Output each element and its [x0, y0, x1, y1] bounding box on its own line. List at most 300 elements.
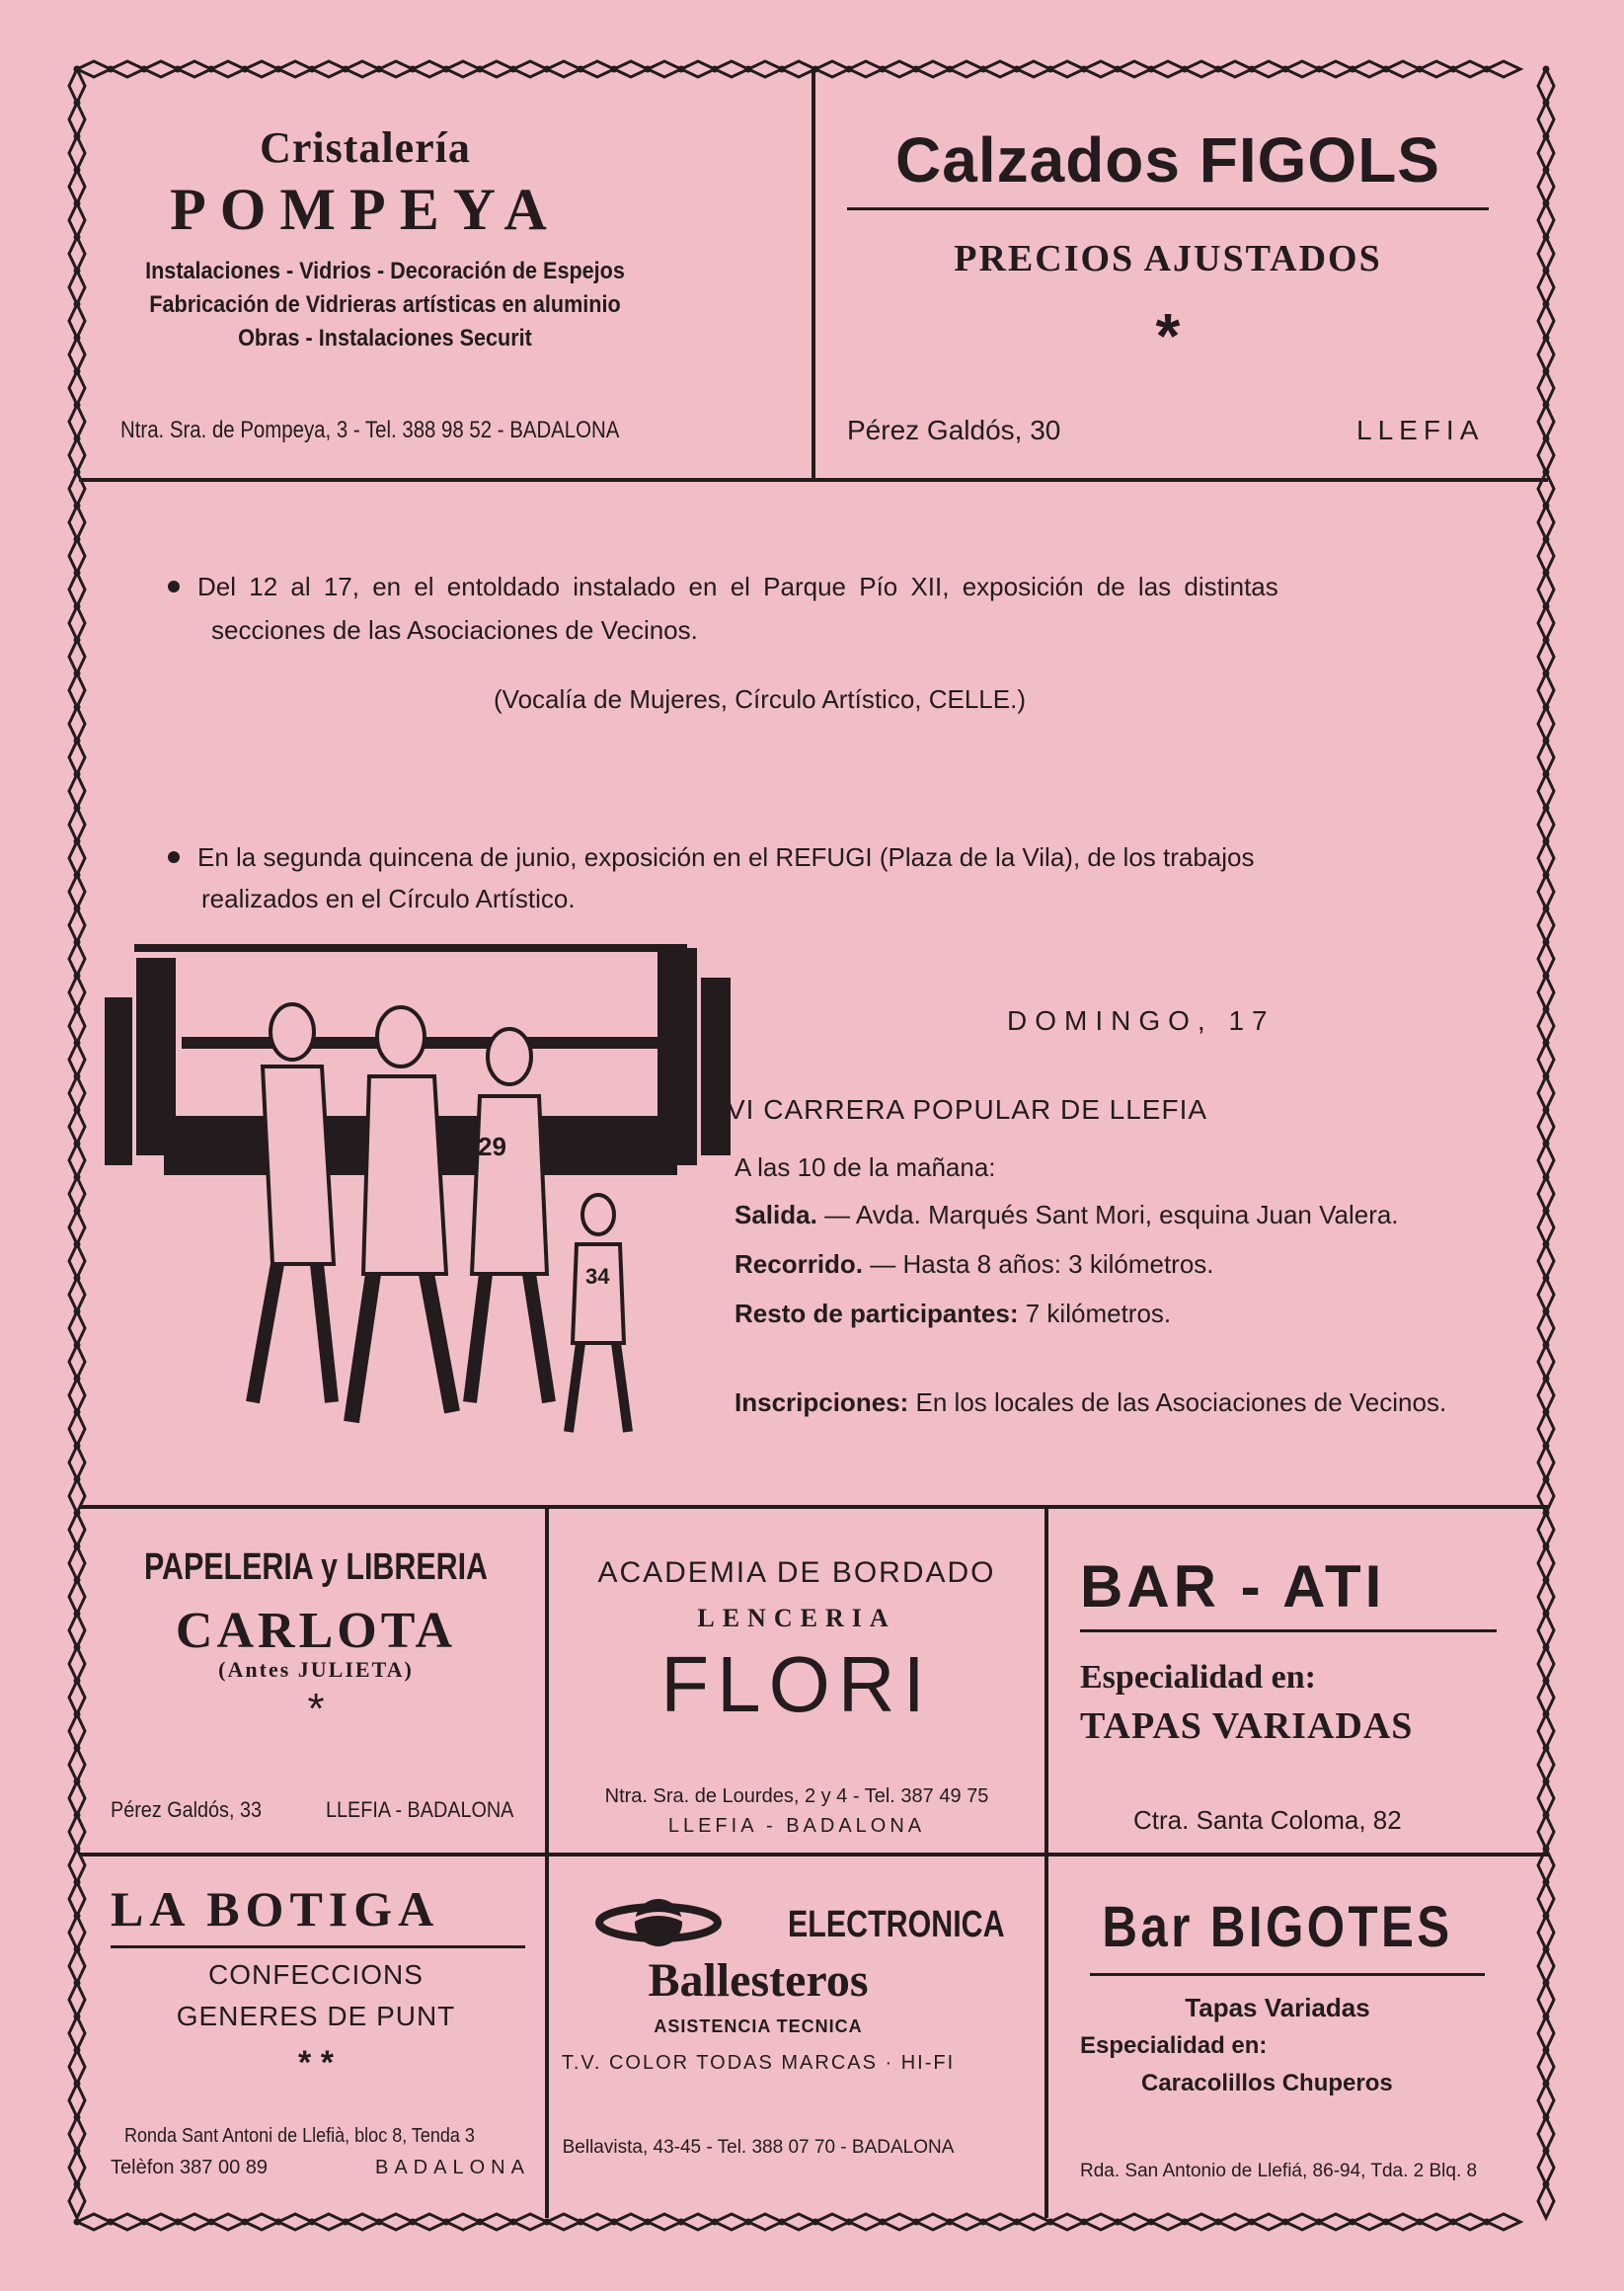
- border-diamond: [69, 1144, 85, 1177]
- cristaleria-title: Cristalería: [260, 123, 471, 172]
- border-diamond: [77, 2214, 111, 2230]
- border-dot: [74, 1543, 81, 1550]
- border-diamond: [1453, 2214, 1487, 2230]
- border-diamond: [69, 1211, 85, 1244]
- border-dot: [309, 2219, 316, 2226]
- border-dot: [510, 2219, 517, 2226]
- border-dot: [74, 1376, 81, 1382]
- ballesteros-address: Bellavista, 43-45 - Tel. 388 07 70 - BADALONA: [562, 2137, 955, 2158]
- asterisk-icon: *: [307, 1685, 325, 1733]
- border-dot: [74, 1308, 81, 1315]
- race-start: [735, 1191, 1399, 1238]
- border-diamond: [950, 61, 983, 77]
- border-dot: [74, 704, 81, 711]
- border-diamond: [782, 2214, 815, 2230]
- border-dot: [74, 1208, 81, 1215]
- border-diamond: [69, 707, 85, 741]
- border-dot: [611, 2219, 618, 2226]
- divider-middle: [79, 1505, 1548, 1509]
- border-diamond: [69, 304, 85, 338]
- border-dot: [410, 66, 417, 73]
- border-dot: [1148, 66, 1155, 73]
- border-diamond: [1084, 2214, 1118, 2230]
- race-rest: [735, 1290, 1171, 1337]
- carlota-previous-name: (Antes JULIETA): [218, 1657, 414, 1682]
- border-diamond: [379, 2214, 413, 2230]
- border-diamond: [69, 1345, 85, 1379]
- border-dot: [74, 100, 81, 107]
- border-diamond: [69, 976, 85, 1009]
- border-dot: [1316, 66, 1323, 73]
- border-dot: [712, 2219, 719, 2226]
- border-dot: [175, 2219, 182, 2226]
- border-diamond: [513, 61, 547, 77]
- border-diamond: [69, 2184, 85, 2218]
- border-diamond: [1151, 2214, 1185, 2230]
- ballesteros-tv: T.V. COLOR TODAS MARCAS · HI-FI: [561, 2052, 956, 2074]
- border-dot: [74, 1275, 81, 1282]
- border-diamond: [69, 271, 85, 304]
- border-dot: [74, 1644, 81, 1651]
- border-dot: [74, 2081, 81, 2088]
- race-registration: [735, 1379, 1446, 1426]
- border-dot: [74, 1946, 81, 1953]
- border-diamond: [1185, 2214, 1218, 2230]
- border-diamond: [69, 741, 85, 774]
- border-diamond: [1420, 2214, 1453, 2230]
- border-dot: [1450, 2219, 1457, 2226]
- botiga-ad: [89, 1858, 543, 2214]
- border-dot: [1316, 2219, 1323, 2226]
- runner-number: 34: [585, 1264, 610, 1289]
- border-diamond: [69, 673, 85, 707]
- border-diamond: [178, 2214, 211, 2230]
- runners-illustration: [105, 938, 736, 1462]
- border-diamond: [1050, 61, 1084, 77]
- border-diamond: [69, 1244, 85, 1278]
- cristaleria-address: Ntra. Sra. de Pompeya, 3 - Tel. 388 98 52 - BADALONA: [120, 417, 620, 443]
- border-diamond: [69, 1916, 85, 1949]
- border-dot: [74, 1409, 81, 1416]
- asterisk-icon: *: [1155, 300, 1181, 371]
- border-dot: [1182, 2219, 1189, 2226]
- border-diamond: [69, 1009, 85, 1043]
- border-dot: [74, 1678, 81, 1685]
- event-1-credits: (Vocalía de Mujeres, Círculo Artístico, CELLE.): [494, 684, 1026, 714]
- flori-address: Ntra. Sra. de Lourdes, 2 y 4 - Tel. 387 49 75: [604, 1785, 989, 1807]
- border-dot: [74, 671, 81, 677]
- border-diamond: [312, 2214, 346, 2230]
- border-diamond: [69, 2016, 85, 2050]
- figols-city: LLEFIA: [1356, 415, 1485, 445]
- border-dot: [1450, 66, 1457, 73]
- border-dot: [947, 66, 954, 73]
- border-dot: [74, 771, 81, 778]
- border-dot: [74, 1711, 81, 1718]
- border-diamond: [312, 61, 346, 77]
- bigotes-tapas: Tapas Variadas: [1185, 1993, 1370, 2022]
- border-dot: [74, 335, 81, 342]
- flori-name: FLORI: [660, 1640, 933, 1728]
- race-start-text: — Avda. Marqués Sant Mori, esquina Juan Valera.: [824, 1200, 1399, 1229]
- botiga-line-1: CONFECCIONS: [208, 1959, 424, 1990]
- border-dot: [74, 66, 81, 73]
- border-dot: [1215, 66, 1222, 73]
- border-dot: [74, 1879, 81, 1886]
- ballesteros-asistencia: ASISTENCIA TECNICA: [654, 2016, 863, 2036]
- border-dot: [578, 66, 584, 73]
- border-dot: [74, 1510, 81, 1517]
- figols-ad: [817, 79, 1546, 474]
- barati-address: Ctra. Santa Coloma, 82: [1133, 1805, 1402, 1835]
- border-diamond: [69, 371, 85, 405]
- bigotes-caracolillos: Caracolillos Chuperos: [1141, 2070, 1393, 2096]
- figols-title: Calzados FIGOLS: [895, 124, 1440, 196]
- border-dot: [1249, 2219, 1256, 2226]
- race-registration-label: Inscripciones:: [735, 1387, 909, 1417]
- border-dot: [74, 1476, 81, 1483]
- border-dot: [74, 368, 81, 375]
- border-dot: [1282, 66, 1289, 73]
- border-dot: [74, 234, 81, 241]
- border-diamond: [69, 2117, 85, 2151]
- border-diamond: [278, 2214, 312, 2230]
- border-dot: [678, 66, 685, 73]
- ballesteros-ad: [551, 1858, 1043, 2214]
- border-dot: [880, 2219, 887, 2226]
- bigotes-ad: [1050, 1858, 1546, 2214]
- border-dot: [74, 536, 81, 543]
- race-time: A las 10 de la mañana:: [735, 1152, 996, 1182]
- race-route-label: Recorrido.: [735, 1249, 864, 1279]
- border-diamond: [69, 136, 85, 170]
- event-1-line-1: Del 12 al 17, en el entoldado instalado en el Parque Pío XII, exposición de las distintas: [197, 572, 1278, 601]
- border-diamond: [69, 1714, 85, 1748]
- border-diamond: [1353, 61, 1386, 77]
- border-diamond: [950, 2214, 983, 2230]
- border-dot: [74, 402, 81, 409]
- border-dot: [477, 2219, 484, 2226]
- events-section: [89, 484, 1546, 1501]
- border-dot: [275, 2219, 282, 2226]
- border-dot: [74, 1846, 81, 1853]
- border-dot: [1115, 2219, 1121, 2226]
- border-dot: [712, 66, 719, 73]
- border-diamond: [69, 539, 85, 573]
- border-diamond: [69, 841, 85, 875]
- border-diamond: [916, 2214, 950, 2230]
- border-dot: [74, 738, 81, 745]
- border-diamond: [245, 61, 278, 77]
- border-diamond: [69, 1647, 85, 1681]
- carlota-ad: [89, 1511, 543, 1851]
- border-diamond: [580, 61, 614, 77]
- border-diamond: [1285, 61, 1319, 77]
- border-dot: [74, 1980, 81, 1987]
- border-dot: [74, 1174, 81, 1181]
- border-diamond: [69, 1043, 85, 1076]
- border-dot: [74, 200, 81, 207]
- border-diamond: [69, 237, 85, 271]
- border-diamond: [69, 1815, 85, 1849]
- border-diamond: [580, 2214, 614, 2230]
- border-diamond: [748, 2214, 782, 2230]
- carlota-name: CARLOTA: [175, 1603, 457, 1659]
- border-diamond: [69, 203, 85, 237]
- border-diamond: [69, 438, 85, 472]
- barati-rule: [1080, 1629, 1497, 1632]
- border-dot: [913, 66, 920, 73]
- border-dot: [544, 2219, 551, 2226]
- border-dot: [275, 66, 282, 73]
- border-diamond: [1218, 61, 1252, 77]
- runner-number: 29: [478, 1132, 506, 1161]
- bullet-icon: [168, 581, 180, 592]
- border-dot: [74, 1611, 81, 1618]
- border-diamond: [916, 61, 950, 77]
- barati-especialidad: Especialidad en:: [1080, 1659, 1316, 1696]
- border-dot: [74, 133, 81, 140]
- border-diamond: [69, 942, 85, 976]
- border-dot: [1115, 66, 1121, 73]
- border-diamond: [69, 2151, 85, 2184]
- border-dot: [812, 2219, 819, 2226]
- border-dot: [74, 603, 81, 610]
- border-diamond: [681, 2214, 715, 2230]
- border-dot: [745, 2219, 752, 2226]
- border-diamond: [849, 61, 883, 77]
- border-dot: [74, 503, 81, 510]
- border-diamond: [1118, 2214, 1151, 2230]
- border-dot: [74, 1745, 81, 1752]
- saturn-logo-icon: [594, 1888, 723, 1957]
- border-dot: [913, 2219, 920, 2226]
- border-dot: [74, 1006, 81, 1013]
- race-start-label: Salida.: [735, 1200, 817, 1229]
- border-diamond: [69, 69, 85, 103]
- border-dot: [1182, 66, 1189, 73]
- border-diamond: [69, 1949, 85, 1983]
- race-rest-text: 7 kilómetros.: [1025, 1299, 1172, 1328]
- border-diamond: [1453, 61, 1487, 77]
- border-dot: [544, 66, 551, 73]
- border-diamond: [144, 2214, 178, 2230]
- border-diamond: [111, 61, 144, 77]
- carlota-city: LLEFIA - BADALONA: [326, 1797, 514, 1822]
- border-diamond: [446, 61, 480, 77]
- border-diamond: [69, 2050, 85, 2084]
- border-diamond: [69, 1748, 85, 1781]
- border-diamond: [211, 2214, 245, 2230]
- border-dot: [74, 1241, 81, 1248]
- border-dot: [510, 66, 517, 73]
- border-dot: [74, 1107, 81, 1114]
- border-dot: [74, 1577, 81, 1584]
- border-diamond: [1386, 61, 1420, 77]
- border-dot: [74, 469, 81, 476]
- border-diamond: [883, 61, 916, 77]
- border-dot: [1383, 2219, 1390, 2226]
- border-diamond: [69, 103, 85, 136]
- border-diamond: [648, 2214, 681, 2230]
- border-diamond: [69, 1311, 85, 1345]
- border-dot: [1148, 2219, 1155, 2226]
- border-diamond: [77, 61, 111, 77]
- border-diamond: [1218, 2214, 1252, 2230]
- border-diamond: [715, 2214, 748, 2230]
- border-dot: [645, 2219, 652, 2226]
- border-dot: [410, 2219, 417, 2226]
- border-diamond: [715, 61, 748, 77]
- border-diamond: [1319, 61, 1353, 77]
- border-dot: [208, 2219, 215, 2226]
- border-diamond: [69, 170, 85, 203]
- border-dot: [309, 66, 316, 73]
- divider-top-vertical: [812, 69, 815, 480]
- border-dot: [578, 2219, 584, 2226]
- barati-ad: [1050, 1511, 1546, 1851]
- border-dot: [880, 66, 887, 73]
- border-diamond: [413, 2214, 446, 2230]
- border-dot: [343, 66, 349, 73]
- border-dot: [1484, 66, 1491, 73]
- border-dot: [947, 2219, 954, 2226]
- race-route-text: — Hasta 8 años: 3 kilómetros.: [870, 1249, 1214, 1279]
- border-diamond: [144, 61, 178, 77]
- border-diamond: [883, 2214, 916, 2230]
- border-dot: [74, 301, 81, 308]
- border-diamond: [69, 808, 85, 841]
- border-diamond: [446, 2214, 480, 2230]
- border-diamond: [1050, 2214, 1084, 2230]
- race-registration-text: En los locales de las Asociaciones de Vecinos.: [915, 1387, 1447, 1417]
- border-diamond: [211, 61, 245, 77]
- border-diamond: [1285, 2214, 1319, 2230]
- border-dot: [74, 2181, 81, 2188]
- border-diamond: [614, 61, 648, 77]
- bigotes-especialidad: Especialidad en:: [1080, 2032, 1268, 2059]
- border-dot: [1047, 2219, 1054, 2226]
- border-diamond: [69, 1076, 85, 1110]
- border-dot: [74, 2014, 81, 2020]
- event-1-line-2: secciones de las Asociaciones de Vecinos.: [211, 615, 698, 645]
- border-diamond: [111, 2214, 144, 2230]
- border-diamond: [983, 2214, 1017, 2230]
- border-diamond: [547, 2214, 580, 2230]
- border-diamond: [69, 405, 85, 438]
- flori-academia: ACADEMIA DE BORDADO: [597, 1556, 996, 1589]
- border-diamond: [648, 61, 681, 77]
- event-2-line-1: En la segunda quincena de junio, exposición en el REFUGI (Plaza de la Vila), de los trabajos: [197, 842, 1255, 872]
- border-dot: [141, 2219, 148, 2226]
- divider-bottom-left: [545, 1507, 549, 2218]
- border-dot: [1282, 2219, 1289, 2226]
- border-dot: [1014, 66, 1021, 73]
- border-dot: [611, 66, 618, 73]
- border-diamond: [547, 61, 580, 77]
- border-dot: [779, 66, 786, 73]
- border-dot: [443, 2219, 450, 2226]
- border-diamond: [1118, 61, 1151, 77]
- carlota-street: Pérez Galdós, 33: [111, 1797, 262, 1822]
- border-diamond: [69, 1412, 85, 1446]
- border-dot: [74, 2219, 81, 2226]
- border-diamond: [69, 1278, 85, 1311]
- border-diamond: [815, 61, 849, 77]
- figols-street: Pérez Galdós, 30: [847, 415, 1061, 445]
- border-dot: [1081, 2219, 1088, 2226]
- border-diamond: [69, 1446, 85, 1479]
- bigotes-name: Bar BIGOTES: [1102, 1895, 1453, 1959]
- border-diamond: [69, 573, 85, 606]
- border-dot: [1484, 2219, 1491, 2226]
- race-rest-label: Resto de participantes:: [735, 1299, 1019, 1328]
- border-diamond: [69, 1882, 85, 1916]
- border-dot: [846, 2219, 853, 2226]
- border-dot: [1350, 2219, 1356, 2226]
- border-dot: [141, 66, 148, 73]
- barati-name: BAR - ATI: [1080, 1553, 1386, 1620]
- border-diamond: [379, 61, 413, 77]
- border-diamond: [69, 1177, 85, 1211]
- border-dot: [242, 2219, 249, 2226]
- border-dot: [376, 2219, 383, 2226]
- figols-rule: [847, 207, 1489, 210]
- border-dot: [678, 2219, 685, 2226]
- border-diamond: [1252, 2214, 1285, 2230]
- carlota-title: PAPELERIA y LIBRERIA: [144, 1546, 488, 1588]
- border-dot: [1350, 66, 1356, 73]
- border-dot: [74, 1141, 81, 1147]
- cristaleria-line-3: Obras - Instalaciones Securit: [238, 325, 532, 352]
- border-diamond: [1386, 2214, 1420, 2230]
- border-diamond: [1017, 61, 1050, 77]
- border-diamond: [69, 1546, 85, 1580]
- border-diamond: [278, 61, 312, 77]
- border-diamond: [69, 606, 85, 640]
- barati-tapas: TAPAS VARIADAS: [1080, 1705, 1414, 1747]
- border-dot: [980, 2219, 987, 2226]
- flori-ad: [551, 1511, 1043, 1851]
- cristaleria-line-1: Instalaciones - Vidrios - Decoración de Espejos: [145, 258, 625, 284]
- race-route: [735, 1240, 1214, 1288]
- race-title: VI CARRERA POPULAR DE LLEFIA: [727, 1094, 1208, 1125]
- border-dot: [779, 2219, 786, 2226]
- border-dot: [74, 435, 81, 442]
- border-diamond: [1084, 61, 1118, 77]
- border-diamond: [849, 2214, 883, 2230]
- border-dot: [74, 1342, 81, 1349]
- border-dot: [343, 2219, 349, 2226]
- border-diamond: [69, 1681, 85, 1714]
- cristaleria-line-2: Fabricación de Vidrieras artísticas en aluminio: [149, 291, 621, 318]
- border-diamond: [1151, 61, 1185, 77]
- runner-number: 87: [580, 1125, 607, 1151]
- border-dot: [1417, 2219, 1424, 2226]
- border-diamond: [1420, 61, 1453, 77]
- border-dot: [74, 1778, 81, 1785]
- border-dot: [242, 66, 249, 73]
- border-diamond: [69, 1781, 85, 1815]
- border-dot: [108, 66, 115, 73]
- border-dot: [1249, 66, 1256, 73]
- border-dot: [376, 66, 383, 73]
- border-diamond: [1353, 2214, 1386, 2230]
- border-diamond: [681, 61, 715, 77]
- border-diamond: [1185, 61, 1218, 77]
- flori-city: LLEFIA - BADALONA: [667, 1815, 926, 1837]
- border-dot: [745, 66, 752, 73]
